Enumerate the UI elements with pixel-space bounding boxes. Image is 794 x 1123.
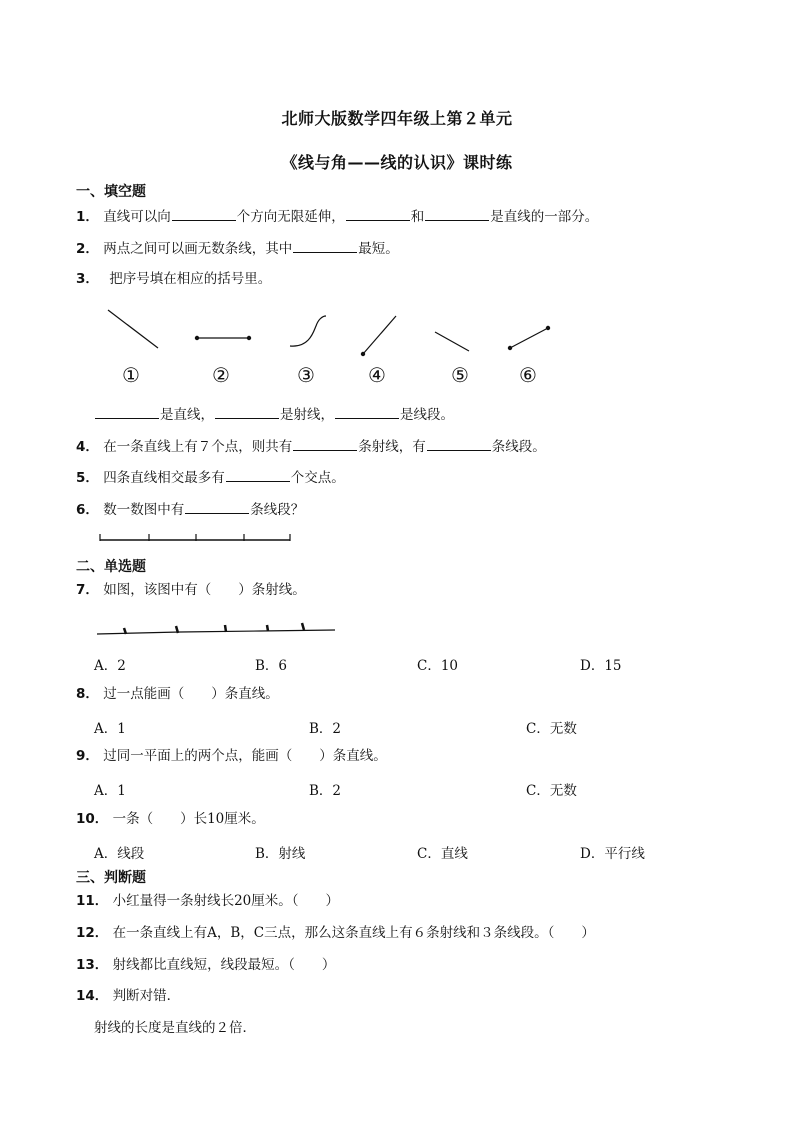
q9-option-c[interactable]: C．无数: [526, 783, 577, 799]
figure-label-2: ②: [212, 363, 230, 387]
title-line-1: 北师大版数学四年级上第２单元: [281, 109, 513, 128]
section-fill-blank: 一、填空题: [76, 184, 146, 200]
q10-option-b[interactable]: B．射线: [255, 846, 306, 862]
question-14: 14． 判断对错．: [76, 988, 181, 1004]
point-mark: [267, 625, 268, 631]
question-1: 1． 直线可以向 个方向无限延伸， 和 是直线的一部分。: [76, 206, 598, 226]
question-10: 10． 一条（ ）长10厘米。: [76, 811, 265, 827]
question-2: 2． 两点之间可以画无数条线，其中 最短。: [76, 238, 399, 258]
point-mark: [225, 625, 226, 632]
figure-label-6: ⑥: [519, 363, 537, 387]
point-mark: [302, 623, 304, 630]
question-11: 11． 小红量得一条射线长20厘米。（ ）: [76, 893, 340, 909]
figure-label-3: ③: [297, 363, 315, 387]
question-number: 1．: [76, 209, 99, 225]
q9-option-b[interactable]: B．2: [309, 783, 342, 799]
question-12: 12． 在一条直线上有A，B，C三点，那么这条直线上有６条射线和３条线段。（ ）: [76, 925, 595, 941]
question-9: 9． 过同一平面上的两个点，能画（ ）条直线。: [76, 748, 387, 764]
section-single-choice: 二、单选题: [76, 559, 146, 575]
q7-option-d[interactable]: D．15: [580, 658, 622, 674]
question-3: 3． 把序号填在相应的括号里。: [76, 271, 272, 287]
q8-option-c[interactable]: C．无数: [526, 721, 577, 737]
section-true-false: 三、判断题: [76, 870, 146, 886]
question-3-answer: 是直线， 是射线， 是线段。: [94, 404, 454, 424]
question-8: 8． 过一点能画（ ）条直线。: [76, 686, 279, 702]
q10-option-d[interactable]: D．平行线: [580, 846, 645, 862]
q7-option-c[interactable]: C．10: [417, 658, 459, 674]
q7-option-a[interactable]: A．2: [94, 658, 126, 674]
q8-option-a[interactable]: A．1: [94, 721, 126, 737]
figure-label-5: ⑤: [451, 363, 469, 387]
q8-option-b[interactable]: B．2: [309, 721, 342, 737]
figure-label-4: ④: [368, 363, 386, 387]
question-13: 13． 射线都比直线短，线段最短。（ ）: [76, 957, 336, 973]
question-5: 5． 四条直线相交最多有 个交点。: [76, 467, 345, 487]
title-line-2: 《线与角——线的认识》课时练: [281, 153, 513, 172]
question-7: 7． 如图，该图中有（ ）条射线。: [76, 582, 306, 598]
figure-label-1: ①: [122, 363, 140, 387]
q10-option-c[interactable]: C．直线: [417, 846, 468, 862]
question-6: 6． 数一数图中有 条线段？: [76, 499, 304, 519]
q10-option-a[interactable]: A．线段: [94, 846, 145, 862]
q7-option-b[interactable]: B．6: [255, 658, 288, 674]
question-14-statement: 射线的长度是直线的２倍．: [94, 1020, 256, 1036]
question-4: 4． 在一条直线上有７个点，则共有 条射线，有 条线段。: [76, 436, 546, 456]
q9-option-a[interactable]: A．1: [94, 783, 126, 799]
